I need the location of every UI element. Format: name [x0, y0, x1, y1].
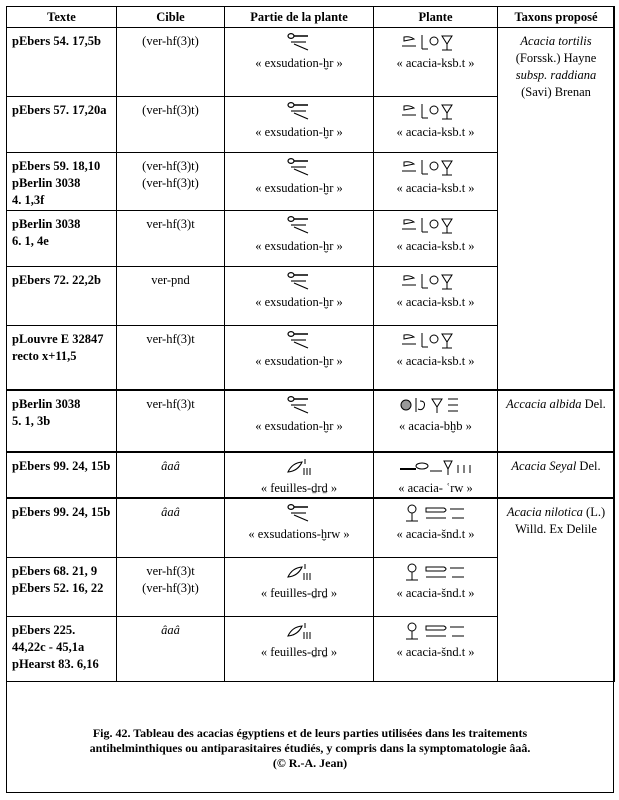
caption-line-2: antihelminthiques ou antiparasitaires étudiés, y compris dans la symptomatologie âaâ. [89, 741, 531, 755]
cible-line: âaâ [161, 458, 180, 473]
cell-taxon [498, 28, 615, 390]
cell-cible [117, 617, 225, 682]
hieroglyph-leaf-icon [286, 457, 312, 477]
cible-line: ver-hf(3)t [146, 332, 195, 346]
hieroglyph-plant-icon [398, 157, 474, 177]
cible-line: âaâ [161, 504, 180, 519]
acacia-table [6, 6, 615, 682]
cell-cible [117, 326, 225, 390]
plante-label: « acacia-ksb.t » [396, 354, 475, 368]
cell-partie [225, 390, 374, 452]
cell-texte [7, 97, 117, 153]
cell-cible [117, 452, 225, 498]
texte-line: pEbers 99. 24, 15b [12, 458, 111, 473]
cell-texte [7, 267, 117, 326]
hieroglyph-plant-icon [398, 621, 474, 641]
hieroglyph-plant-icon [398, 330, 474, 350]
taxon-line: Acacia tortilis [520, 34, 592, 48]
hieroglyph-resin-icon [286, 330, 312, 350]
cell-partie [225, 211, 374, 267]
partie-label: « exsudation-ḫr » [255, 181, 343, 195]
texte-line: 44,22c - 45,1a [12, 640, 85, 654]
cell-plante [374, 326, 498, 390]
texte-line: 4. 1,3f [12, 193, 45, 207]
cell-partie [225, 558, 374, 617]
cible-line: ver-hf(3)t [146, 217, 195, 231]
texte-line: pEbers 52. 16, 22 [12, 581, 104, 595]
hieroglyph-plant-icon [398, 271, 474, 291]
plante-label: « acacia-ksb.t » [396, 56, 475, 70]
plante-label: « acacia-ksb.t » [396, 239, 475, 253]
cible-line: âaâ [161, 623, 180, 637]
cible-line: ver-hf(3)t [146, 564, 195, 578]
plante-label: « acacia-ksb.t » [396, 181, 475, 195]
plante-label: « acacia-ksb.t » [396, 295, 475, 309]
hieroglyph-plant-icon [398, 503, 474, 523]
hieroglyph-resin-icon [286, 215, 312, 235]
cell-plante [374, 267, 498, 326]
cell-cible [117, 390, 225, 452]
cell-partie [225, 498, 374, 558]
partie-label: « exsudation-ḫr » [255, 295, 343, 309]
cell-plante [374, 617, 498, 682]
plante-label: « acacia-ksb.t » [396, 125, 475, 139]
cible-line: (ver-hf(3)t) [142, 34, 199, 48]
partie-label: « exsudations-ḫrw » [248, 526, 350, 541]
cell-plante [374, 498, 498, 558]
taxon-line: Willd. Ex Delile [515, 521, 597, 536]
cell-partie [225, 326, 374, 390]
texte-line: pBerlin 3038 [12, 396, 81, 411]
cell-cible [117, 28, 225, 97]
cell-partie [225, 97, 374, 153]
hieroglyph-resin-icon [286, 271, 312, 291]
partie-label: « feuilles-ḏrḏ » [260, 586, 338, 600]
texte-line: pBerlin 3038 [12, 217, 81, 231]
hieroglyph-resin-icon [286, 101, 312, 121]
cell-taxon [498, 452, 615, 498]
cell-texte [7, 498, 117, 558]
taxon-line: (Forssk.) Hayne [515, 51, 597, 65]
texte-line: pEbers 99. 24, 15b [12, 504, 111, 519]
cell-plante [374, 97, 498, 153]
hieroglyph-plant-icon [398, 101, 474, 121]
cell-texte [7, 211, 117, 267]
header-cible: Cible [117, 7, 225, 28]
partie-label: « exsudation-ḫr » [255, 125, 343, 139]
texte-line: pEbers 54. 17,5b [12, 34, 101, 48]
table-row [7, 28, 615, 97]
hieroglyph-resin-icon [286, 395, 312, 415]
cell-texte [7, 390, 117, 452]
taxon-line: (Savi) Brenan [521, 85, 591, 99]
plante-label: « acacia-šnd.t » [396, 645, 475, 659]
cell-taxon [498, 498, 615, 682]
taxon-line: Acacia Seyal Del. [511, 458, 601, 473]
texte-line: pBerlin 3038 [12, 176, 81, 190]
hieroglyph-resin-icon [286, 32, 312, 52]
figure-caption [6, 726, 614, 771]
cell-taxon [498, 390, 615, 452]
taxon-line: Accacia albida Del. [506, 396, 606, 411]
cell-partie [225, 617, 374, 682]
hieroglyph-plant-icon [398, 395, 474, 415]
cible-line: ver-hf(3)t [146, 396, 195, 411]
header-texte: Texte [7, 7, 117, 28]
cell-texte [7, 617, 117, 682]
texte-line: recto x+11,5 [12, 349, 77, 363]
hieroglyph-leaf-icon [286, 562, 312, 582]
partie-label: « feuilles-ḏrḏ » [260, 480, 338, 495]
cell-texte [7, 28, 117, 97]
texte-line: pEbers 59. 18,10 [12, 159, 101, 173]
cible-line: (ver-hf(3)t) [142, 176, 199, 190]
header-partie: Partie de la plante [225, 7, 374, 28]
texte-line: pEbers 68. 21, 9 [12, 564, 98, 578]
cible-line: (ver-hf(3)t) [142, 159, 199, 173]
header-row [7, 7, 615, 28]
cell-plante [374, 153, 498, 211]
table-row [7, 498, 615, 558]
cell-plante [374, 211, 498, 267]
texte-line: 5. 1, 3b [12, 413, 51, 428]
cell-partie [225, 267, 374, 326]
texte-line: pEbers 225. [12, 623, 76, 637]
cell-texte [7, 326, 117, 390]
header-taxons: Taxons proposé [498, 7, 615, 28]
cell-partie [225, 28, 374, 97]
table-row [7, 390, 615, 452]
texte-line: pHearst 83. 6,16 [12, 657, 99, 671]
texte-line: pEbers 72. 22,2b [12, 273, 101, 287]
cell-cible [117, 97, 225, 153]
cell-partie [225, 452, 374, 498]
partie-label: « exsudation-ḫr » [255, 354, 343, 368]
hieroglyph-leaf-icon [286, 621, 312, 641]
plante-label: « acacia- ʿrw » [398, 480, 473, 495]
cell-plante [374, 452, 498, 498]
header-plante: Plante [374, 7, 498, 28]
plante-label: « acacia-šnd.t » [396, 586, 475, 600]
cell-partie [225, 153, 374, 211]
partie-label: « feuilles-ḏrḏ » [260, 645, 338, 659]
taxon-line: Acacia nilotica (L.) [506, 504, 606, 519]
cell-cible [117, 153, 225, 211]
cell-cible [117, 498, 225, 558]
cell-cible [117, 211, 225, 267]
hieroglyph-resin-icon [286, 157, 312, 177]
cell-cible [117, 558, 225, 617]
plante-label: « acacia-bḫb » [399, 418, 472, 433]
hieroglyph-plant-icon [398, 32, 474, 52]
partie-label: « exsudation-ḫr » [255, 239, 343, 253]
cible-line: (ver-hf(3)t) [142, 581, 199, 595]
cell-texte [7, 452, 117, 498]
partie-label: « exsudation-ḫr » [255, 418, 343, 433]
texte-line: pLouvre E 32847 [12, 332, 104, 346]
texte-line: pEbers 57. 17,20a [12, 103, 107, 117]
caption-line-3: (© R.-A. Jean) [272, 756, 348, 770]
cible-line: (ver-hf(3)t) [142, 103, 199, 117]
hieroglyph-plant-icon [398, 562, 474, 582]
cell-plante [374, 28, 498, 97]
texte-line: 6. 1, 4e [12, 234, 49, 248]
cell-plante [374, 390, 498, 452]
cell-texte [7, 558, 117, 617]
table-row [7, 452, 615, 498]
partie-label: « exsudation-ḫr » [255, 56, 343, 70]
hieroglyph-plant-icon [398, 457, 474, 477]
hieroglyph-resin-icon [286, 503, 312, 523]
taxon-line: subsp. raddiana [515, 68, 597, 82]
hieroglyph-plant-icon [398, 215, 474, 235]
plante-label: « acacia-šnd.t » [396, 526, 475, 541]
cell-cible [117, 267, 225, 326]
cell-texte [7, 153, 117, 211]
caption-line-1: Fig. 42. Tableau des acacias égyptiens et de leurs parties utilisées dans les traitements [92, 726, 528, 740]
cell-plante [374, 558, 498, 617]
cible-line: ver-pnd [151, 273, 190, 287]
